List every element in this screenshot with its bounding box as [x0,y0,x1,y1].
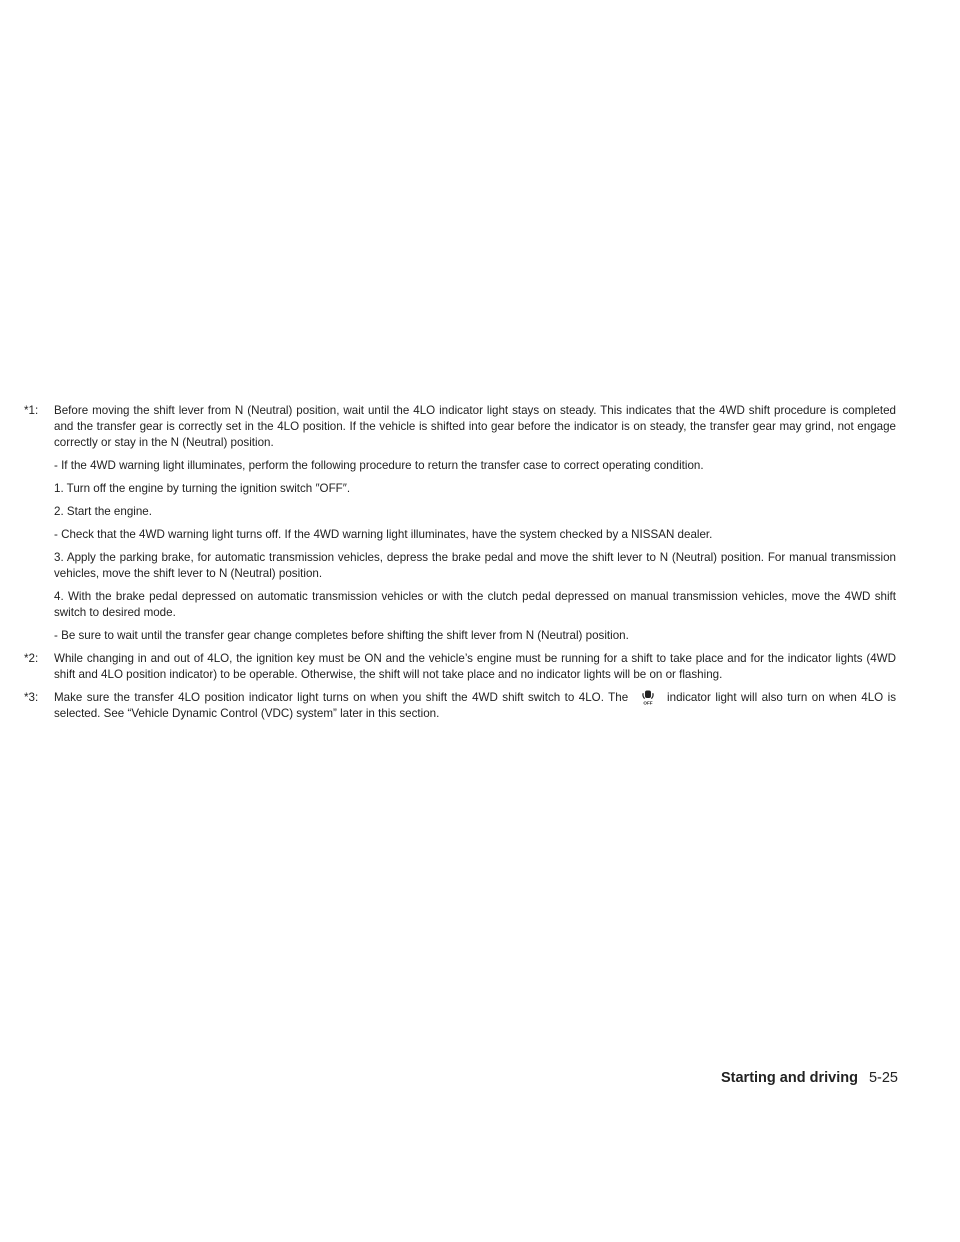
vdc-off-icon-label: OFF [643,700,653,705]
footnote-subpoint: - Check that the 4WD warning light turns off. If the 4WD warning light illuminates, have the system checked by a NISSAN dealer. [54,528,713,541]
section-title: Starting and driving [720,1070,858,1086]
footnote-1 [0,403,960,644]
footnote-2 [0,651,960,683]
procedure-step: 1. Turn off the engine by turning the ignition switch ″OFF″. [54,482,351,495]
footnote-text [54,690,896,722]
footnotes [0,403,960,729]
footnote-label: *1: [24,404,39,417]
footnote-label: *3: [24,691,39,704]
footnote-text: While changing in and out of 4LO, the ignition key must be ON and the vehicle’s engine must be running for a shift to take place and for the indicator lights (4WD shift and 4LO position indicator) to be operable. Otherwise, the shift will not take place and no indicator lights will be on or flashing. [54,652,896,681]
procedure-step: 2. Start the engine. [54,505,152,518]
procedure-step: 4. With the brake pedal depressed on automatic transmission vehicles or with the clutch pedal depressed on manual transmission vehicles, move the 4WD shift switch to desired mode. [54,590,896,619]
footnote-subpoint: - Be sure to wait until the transfer gear change completes before shifting the shift lever from N (Neutral) position. [54,629,629,642]
page-number: 5-25 [868,1070,898,1086]
footnote-text: Before moving the shift lever from N (Neutral) position, wait until the 4LO indicator light stays on steady. This indicates that the 4WD shift procedure is completed and the transfer gear is correctly set in the 4LO position. If the vehicle is shifted into gear before the indicator is on steady, the transfer gear may grind, not engage correctly or stay in the N (Neutral) position. [54,404,896,449]
vdc-off-icon [633,690,663,704]
footnote-3 [0,690,960,722]
page-footer [721,1069,898,1087]
footnote-subpoint: - If the 4WD warning light illuminates, perform the following procedure to return the transfer case to correct operating condition. [54,459,704,472]
footnote-text-part: indicator light will also turn on when 4LO is selected. See “Vehicle Dynamic Control (VDC) system” later in this section. [54,691,896,720]
footnote-label: *2: [24,652,39,665]
procedure-step: 3. Apply the parking brake, for automatic transmission vehicles, depress the brake pedal and move the shift lever to N (Neutral) position. For manual transmission vehicles, move the shift lever to N (Neutral) position. [54,551,896,580]
footnote-text-part: Make sure the transfer 4LO position indicator light turns on when you shift the 4WD shift switch to 4LO. The [54,691,633,704]
